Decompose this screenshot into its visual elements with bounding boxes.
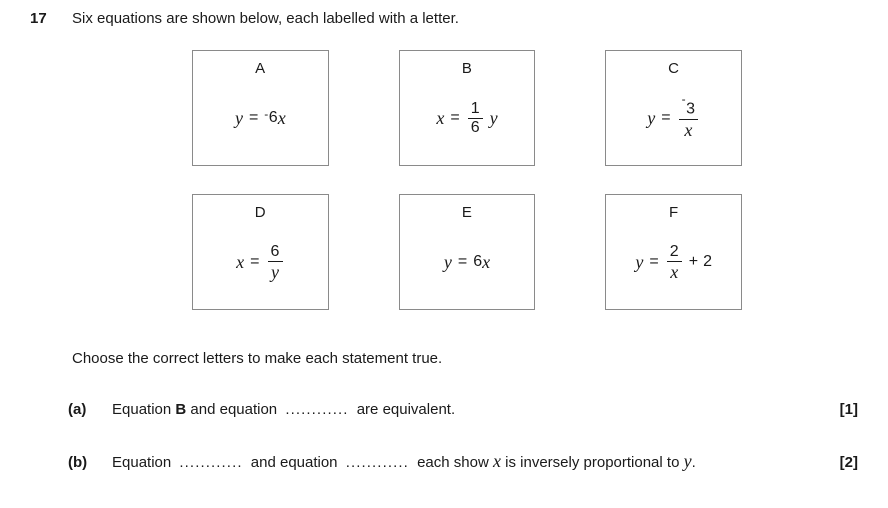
equation-box-row-2 bbox=[192, 194, 742, 310]
equation-box-a bbox=[192, 50, 329, 166]
fraction-numerator: 2 bbox=[669, 242, 679, 260]
part-b-variable-x: x bbox=[492, 451, 501, 471]
equals-sign: = bbox=[661, 108, 671, 126]
part-b-marks: [2] bbox=[839, 454, 858, 471]
equation-box-grid bbox=[192, 50, 742, 310]
equals-sign: = bbox=[250, 253, 260, 270]
equation-box-c bbox=[605, 50, 742, 166]
equation-box-row-1 bbox=[192, 50, 742, 166]
box-equation-d bbox=[193, 221, 328, 309]
equation-box-b bbox=[399, 50, 536, 166]
box-letter-b: B bbox=[461, 60, 473, 77]
box-equation-e bbox=[400, 221, 535, 309]
part-a-given-letter: B bbox=[175, 401, 187, 418]
fraction-numerator: 6 bbox=[270, 242, 280, 260]
part-b-text-1: Equation bbox=[112, 454, 172, 471]
box-letter-c: C bbox=[668, 60, 680, 77]
equation-d-lhs: x bbox=[236, 252, 245, 272]
negative-sign: - bbox=[264, 107, 269, 121]
fraction-two-over-x bbox=[667, 244, 682, 281]
part-a-statement bbox=[112, 401, 826, 418]
box-equation-b bbox=[400, 77, 535, 165]
question-part-b bbox=[68, 451, 858, 472]
part-b-text-3c: . bbox=[691, 454, 696, 471]
fraction-denominator: y bbox=[271, 261, 279, 282]
box-equation-f bbox=[606, 221, 741, 309]
question-header bbox=[30, 10, 860, 27]
fraction-numerator bbox=[679, 92, 698, 118]
equation-e-coefficient: 6 bbox=[473, 253, 483, 270]
part-b-text-3a: each show bbox=[417, 454, 489, 471]
equation-b-variable: y bbox=[489, 108, 498, 128]
box-equation-a bbox=[193, 77, 328, 165]
equals-sign: = bbox=[649, 253, 659, 270]
negative-sign: - bbox=[681, 92, 686, 107]
part-b-answer-blank-2[interactable]: ............ bbox=[345, 454, 409, 471]
fraction-one-sixth bbox=[468, 101, 483, 136]
numerator-value: 3 bbox=[686, 100, 696, 118]
part-b-text-2: and equation bbox=[250, 454, 338, 471]
equation-b-lhs: x bbox=[436, 108, 445, 128]
box-letter-a: A bbox=[255, 60, 266, 77]
part-b-label: (b) bbox=[68, 454, 88, 471]
question-number: 17 bbox=[30, 10, 47, 27]
part-a-text-2: and equation bbox=[190, 401, 278, 418]
part-a-answer-blank[interactable]: ............ bbox=[285, 401, 349, 418]
equals-sign: = bbox=[248, 109, 259, 126]
fraction-six-over-y bbox=[268, 244, 283, 281]
question-part-a bbox=[68, 401, 858, 418]
box-equation-c bbox=[606, 77, 741, 165]
equation-c-lhs: y bbox=[647, 107, 656, 128]
equation-box-e bbox=[399, 194, 536, 310]
fraction-denominator: x bbox=[684, 119, 693, 140]
part-a-label: (a) bbox=[68, 401, 87, 418]
fraction-negative-three-over-x bbox=[679, 92, 698, 140]
box-letter-f: F bbox=[668, 204, 679, 221]
equation-box-d bbox=[192, 194, 329, 310]
part-b-statement bbox=[112, 451, 826, 472]
equals-sign: = bbox=[457, 253, 468, 270]
part-a-text-3: are equivalent. bbox=[356, 401, 456, 418]
box-letter-e: E bbox=[461, 204, 473, 221]
part-b-variable-y: y bbox=[683, 451, 692, 471]
equals-sign: = bbox=[450, 109, 460, 126]
fraction-denominator: 6 bbox=[470, 118, 480, 136]
part-a-text-1: Equation bbox=[112, 401, 172, 418]
equation-a-coefficient: 6 bbox=[268, 109, 278, 126]
equation-e-lhs: y bbox=[443, 252, 452, 272]
equation-a-lhs: y bbox=[234, 108, 243, 128]
equation-a-variable: x bbox=[277, 108, 286, 128]
equation-e-variable: x bbox=[482, 252, 491, 272]
part-a-marks: [1] bbox=[839, 401, 858, 418]
equation-f-constant: 2 bbox=[703, 253, 712, 270]
equation-box-f bbox=[605, 194, 742, 310]
instruction-text: Choose the correct letters to make each statement true. bbox=[72, 350, 443, 367]
question-prompt: Six equations are shown below, each labelled with a letter. bbox=[72, 10, 459, 27]
equation-f-lhs: y bbox=[635, 252, 644, 272]
part-b-text-3b: is inversely proportional to bbox=[505, 454, 680, 471]
fraction-denominator: x bbox=[670, 261, 679, 282]
plus-sign: + bbox=[688, 253, 699, 270]
part-b-answer-blank-1[interactable]: ............ bbox=[179, 454, 243, 471]
fraction-numerator: 1 bbox=[470, 99, 480, 117]
box-letter-d: D bbox=[254, 204, 266, 221]
